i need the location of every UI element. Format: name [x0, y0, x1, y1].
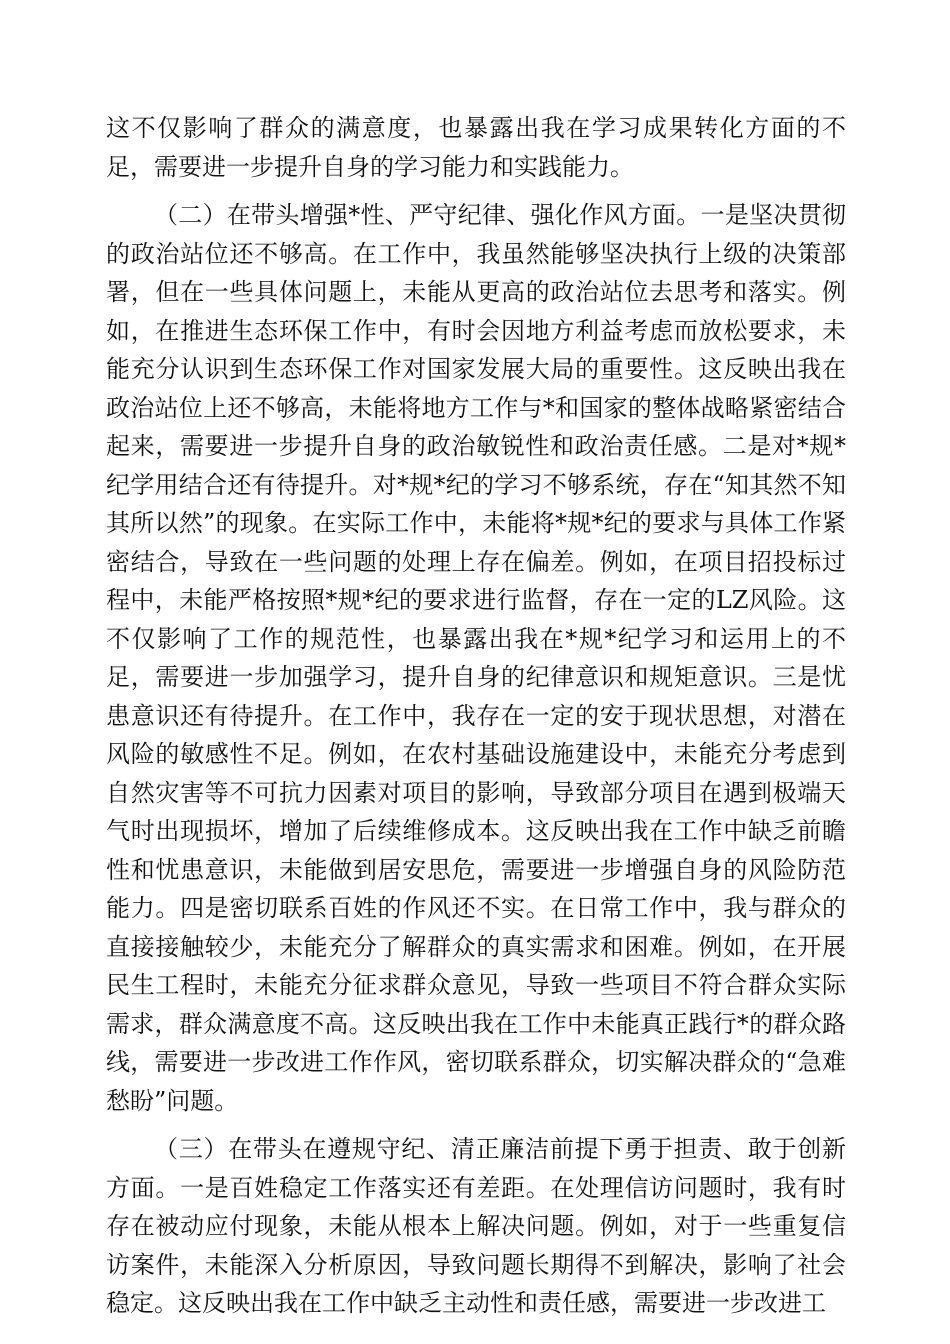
document-body — [106, 109, 846, 1323]
paragraph-section-two: （二）在带头增强*性、严守纪律、强化作风方面。一是坚决贯彻的政治站位还不够高。在工作中，我虽然能够坚决执行上级的决策部署，但在一些具体问题上，未能从更高的政治站位去思考和落实。例如，在推进生态环保工作中，有时会因地方利益考虑而放松要求，未能充分认识到生态环保工作对国家发展大局的重要性。这反映出我在政治站位上还不够高，未能将地方工作与*和国家的整体战略紧密结合起来，需要进一步提升自身的政治敏锐性和政治责任感。二是对*规*纪学用结合还有待提升。对*规*纪的学习不够系统，存在“知其然不知其所以然”的现象。在实际工作中，未能将*规*纪的要求与具体工作紧密结合，导致在一些问题的处理上存在偏差。例如，在项目招投标过程中，未能严格按照*规*纪的要求进行监督，存在一定的LZ风险。这不仅影响了工作的规范性，也暴露出我在*规*纪学习和运用上的不足，需要进一步加强学习，提升自身的纪律意识和规矩意识。三是忧患意识还有待提升。在工作中，我存在一定的安于现状思想，对潜在风险的敏感性不足。例如，在农村基础设施建设中，未能充分考虑到自然灾害等不可抗力因素对项目的影响，导致部分项目在遇到极端天气时出现损坏，增加了后续维修成本。这反映出我在工作中缺乏前瞻性和忧患意识，未能做到居安思危，需要进一步增强自身的风险防范能力。四是密切联系百姓的作风还不实。在日常工作中，我与群众的直接接触较少，未能充分了解群众的真实需求和困难。例如，在开展民生工程时，未能充分征求群众意见，导致一些项目不符合群众实际需求，群众满意度不高。这反映出我在工作中未能真正践行*的群众路线，需要进一步改进工作作风，密切联系群众，切实解决群众的“急难愁盼”问题。 — [106, 201, 846, 1115]
paragraph-section-three: （三）在带头在遵规守纪、清正廉洁前提下勇于担责、敢于创新方面。一是百姓稳定工作落实还有差距。在处理信访问题时，我有时存在被动应付现象，未能从根本上解决问题。例如，对于一些重复信访案件，未能深入分析原因，导致问题长期得不到解决，影响了社会稳定。这反映出我在工作中缺乏主动性和责任感，需要进一步改进工 — [106, 1135, 846, 1317]
paragraph-continuation: 这不仅影响了群众的满意度，也暴露出我在学习成果转化方面的不足，需要进一步提升自身的学习能力和实践能力。 — [106, 114, 846, 181]
paragraph-gap — [106, 1120, 846, 1130]
paragraph-gap — [106, 186, 846, 196]
